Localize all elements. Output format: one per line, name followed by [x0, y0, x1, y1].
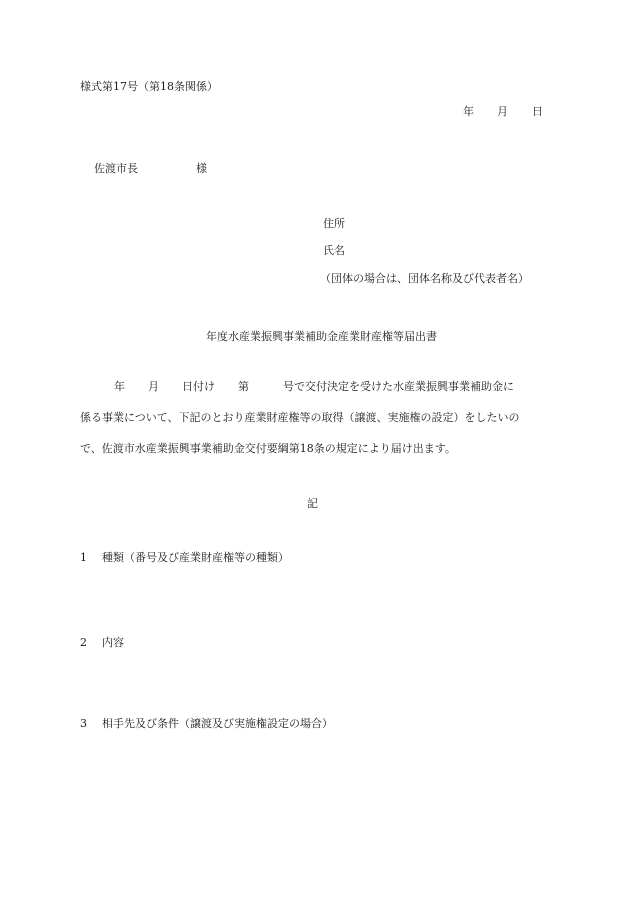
date-year: 年 — [463, 105, 474, 118]
applicant-address-label: 住所 — [323, 217, 345, 230]
item-label: 内容 — [102, 636, 124, 649]
applicant-name-label: 氏名 — [323, 244, 345, 257]
item-label: 種類（番号及び産業財産権等の種類） — [102, 551, 289, 564]
date-day: 日 — [532, 105, 543, 118]
body-date-suffix: 日付け — [182, 380, 215, 393]
item-number: 3 — [80, 717, 87, 730]
item-label: 相手先及び条件（譲渡及び実施権設定の場合） — [102, 717, 333, 730]
addressee-name: 佐渡市長 — [94, 162, 138, 175]
ki-heading: 記 — [307, 497, 318, 510]
date-line — [463, 105, 543, 119]
item-number: 2 — [80, 636, 87, 649]
applicant-note: （団体の場合は、団体名称及び代表者名） — [320, 272, 529, 285]
body-line1-rest: 号で交付決定を受けた水産業振興事業補助金に — [283, 380, 514, 393]
body-paragraph — [80, 380, 550, 473]
body-line-3: で、佐渡市水産業振興事業補助金交付要綱第18条の規定により届け出ます。 — [80, 442, 456, 455]
body-dai: 第 — [238, 380, 249, 393]
list-item — [80, 551, 289, 565]
document-title: 年度水産業振興事業補助金産業財産権等届出書 — [206, 330, 437, 343]
date-month: 月 — [497, 105, 508, 118]
list-item — [80, 717, 333, 731]
addressee-honorific: 様 — [196, 162, 207, 175]
item-number: 1 — [80, 551, 87, 564]
body-line-2: 係る事業について、下記のとおり産業財産権等の取得（譲渡、実施権の設定）をしたいの — [80, 411, 520, 424]
list-item — [80, 636, 124, 650]
body-line-1 — [80, 380, 550, 394]
form-number: 様式第17号（第18条関係） — [80, 80, 218, 93]
addressee — [94, 162, 207, 176]
body-month: 月 — [148, 380, 159, 393]
body-year: 年 — [114, 380, 125, 393]
